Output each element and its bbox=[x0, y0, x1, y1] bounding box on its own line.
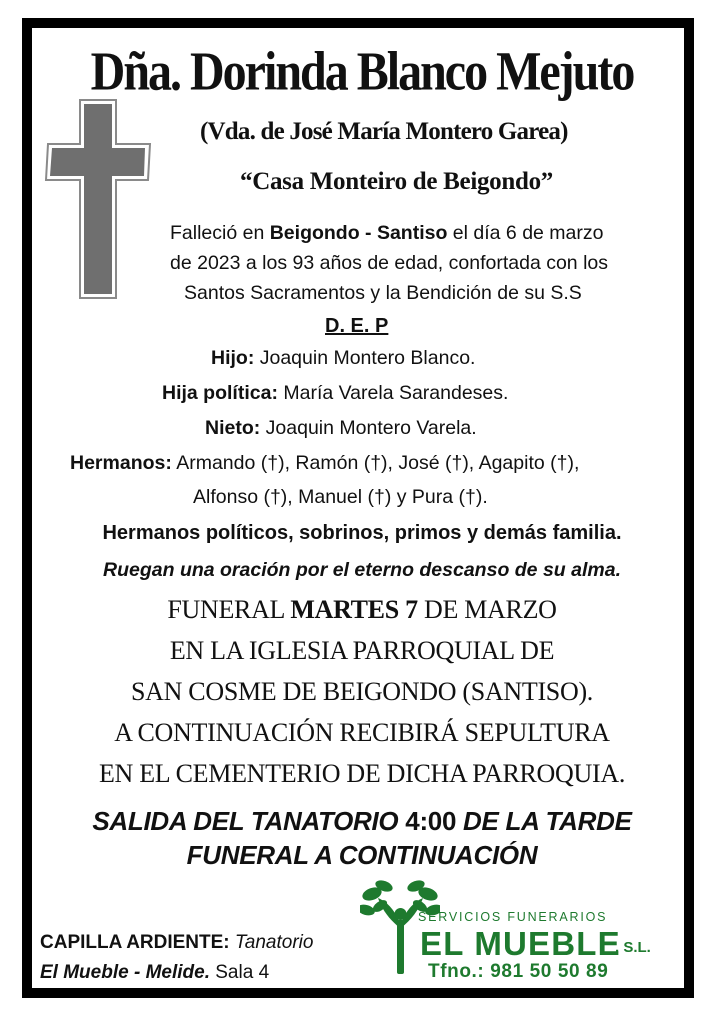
announcement-line-1: Falleció en Beigondo - Santiso el día 6 de marzo bbox=[170, 222, 604, 244]
house-name: “Casa Monteiro de Beigondo” bbox=[240, 168, 553, 195]
chapel-line: CAPILLA ARDIENTE: Tanatorio bbox=[40, 932, 314, 953]
funeral-line-5: EN EL CEMENTERIO DE DICHA PARROQUIA. bbox=[98, 759, 626, 788]
death-place: Beigondo - Santiso bbox=[269, 222, 448, 244]
logo-tagline: SERVICIOS FUNERARIOS bbox=[418, 910, 608, 924]
departure-time: 4:00 bbox=[405, 806, 457, 836]
widow-of: (Vda. de José María Montero Garea) bbox=[200, 118, 568, 145]
announcement-line-2: de 2023 a los 93 años de edad, confortada con los bbox=[170, 252, 608, 274]
prayer-request: Ruegan una oración por el eterno descanso de su alma. bbox=[103, 559, 621, 581]
siblings-line-1: Hermanos: Armando (†), Ramón (†), José (†), Agapito (†), bbox=[70, 452, 580, 474]
announcement-line-3: Santos Sacramentos y la Bendición de su S.S bbox=[184, 282, 582, 304]
funeral-line-2: EN LA IGLESIA PARROQUIAL DE bbox=[169, 636, 555, 665]
deceased-name: Dña. Dorinda Blanco Mejuto bbox=[90, 41, 634, 102]
chapel-place-line: El Mueble - Melide. Sala 4 bbox=[40, 962, 270, 983]
departure-line-2: FUNERAL A CONTINUACIÓN bbox=[186, 840, 538, 870]
siblings-line-2: Alfonso (†), Manuel (†) y Pura (†). bbox=[193, 486, 488, 508]
phone-number: Tfno.: 981 50 50 89 bbox=[428, 961, 609, 982]
other-family-line: Hermanos políticos, sobrinos, primos y demás familia. bbox=[102, 522, 622, 544]
funeral-line-4: A CONTINUACIÓN RECIBIRÁ SEPULTURA bbox=[114, 718, 610, 747]
logo-suffix: , S.L. bbox=[615, 939, 651, 956]
logo-brand: EL MUEBLE bbox=[420, 925, 621, 962]
funeral-line-3: SAN COSME DE BEIGONDO (SANTISO). bbox=[130, 677, 594, 706]
funeral-line-1: FUNERAL MARTES 7 DE MARZO bbox=[167, 595, 557, 624]
son-line: Hijo: Joaquin Montero Blanco. bbox=[211, 347, 476, 369]
dep-heading: D. E. P bbox=[325, 315, 389, 337]
grandson-line: Nieto: Joaquin Montero Varela. bbox=[205, 417, 477, 439]
cross-icon bbox=[44, 96, 154, 302]
death-announcement bbox=[170, 218, 670, 308]
daughter-in-law-line: Hija política: María Varela Sarandeses. bbox=[162, 382, 509, 404]
departure-line-1: SALIDA DEL TANATORIO 4:00 DE LA TARDE bbox=[92, 806, 632, 836]
funeral-day: MARTES 7 bbox=[290, 595, 418, 624]
